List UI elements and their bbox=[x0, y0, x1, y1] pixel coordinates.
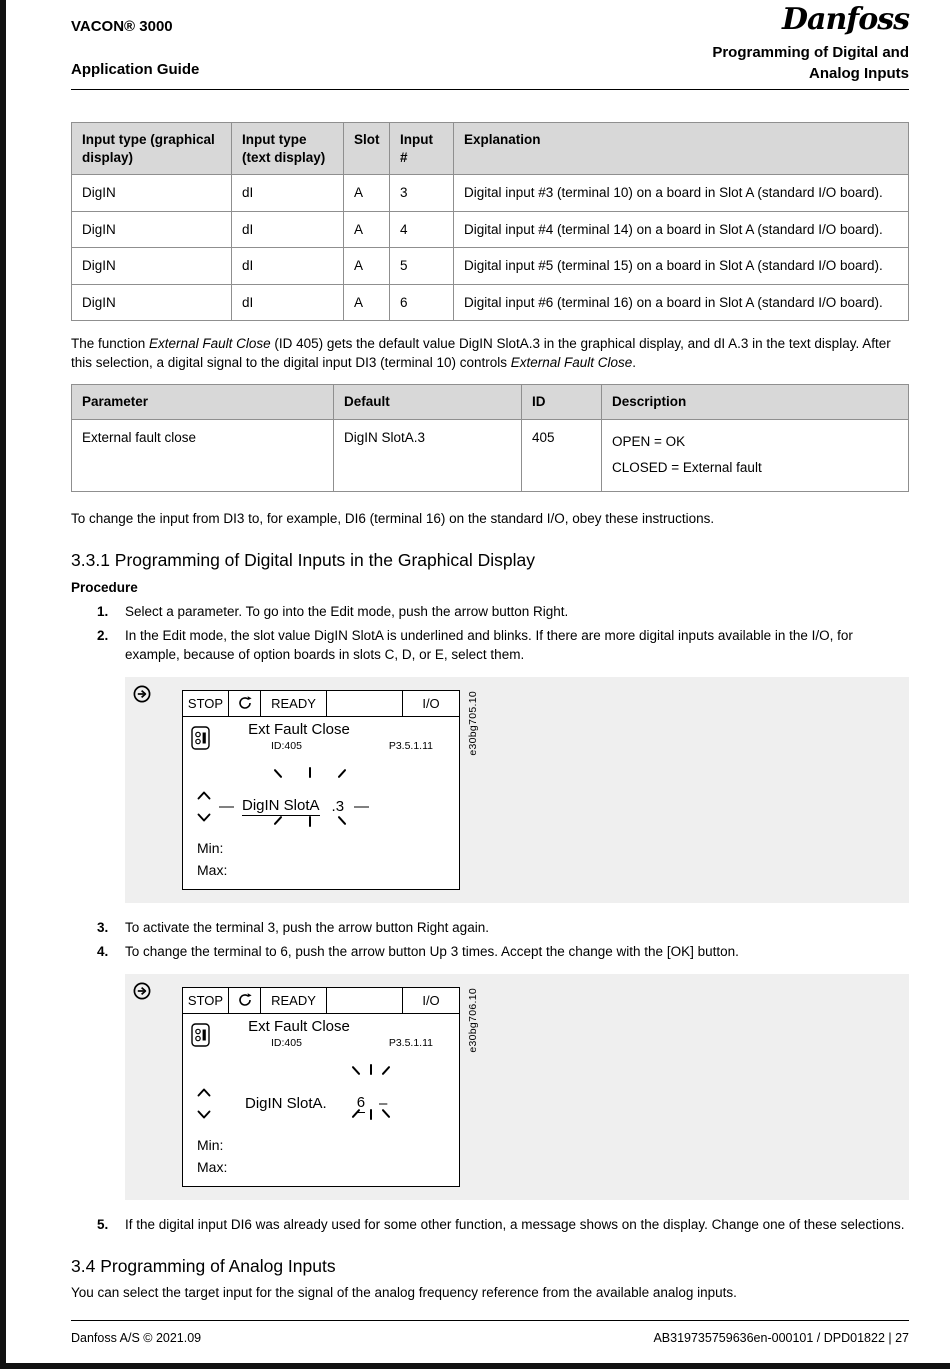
min-max-area bbox=[197, 1134, 227, 1178]
page-footer bbox=[71, 1320, 909, 1345]
table-cell: DigIN bbox=[72, 211, 232, 248]
paragraph-italic: External Fault Close bbox=[149, 336, 271, 352]
table-cell: Digital input #6 (terminal 16) on a board in Slot A (standard I/O board). bbox=[454, 284, 909, 321]
min-label: Min: bbox=[197, 839, 224, 856]
parameter-name: Ext Fault Close bbox=[248, 720, 350, 738]
edit-value-terminal: .3 bbox=[331, 797, 345, 815]
step-number: 5. bbox=[97, 1216, 109, 1232]
step-number: 4. bbox=[97, 943, 109, 959]
product-name: VACON® 3000 bbox=[71, 18, 173, 35]
column-header: Input type (graphical display) bbox=[72, 123, 232, 175]
blink-mark bbox=[274, 769, 283, 779]
step-text: Select a parameter. To go into the Edit mode, push the arrow button Right. bbox=[125, 603, 569, 619]
edit-value-terminal: 6 bbox=[356, 1093, 366, 1111]
chapter-title-line2: Analog Inputs bbox=[809, 65, 909, 82]
figure-code: e30bg706.10 bbox=[467, 987, 479, 1053]
step-text: In the Edit mode, the slot value DigIN SlotA is underlined and blinks. If there are more digital inputs available in the I/O, for example, because of option boards in slots C, D, or E, select them. bbox=[125, 627, 853, 662]
parameter-code: P3.5.1.11 bbox=[388, 1036, 433, 1049]
max-label: Max: bbox=[197, 861, 228, 878]
table-cell: Digital input #3 (terminal 10) on a board in Slot A (standard I/O board). bbox=[454, 175, 909, 212]
parameter-id: ID:405 bbox=[271, 1036, 302, 1049]
digital-input-types-table bbox=[71, 122, 909, 321]
chevron-up-icon bbox=[197, 1084, 211, 1101]
rotation-direction-icon bbox=[229, 988, 261, 1013]
keypad-display bbox=[182, 987, 460, 1187]
section-heading-3-3-1: 3.3.1 Programming of Digital Inputs in the Graphical Display bbox=[71, 549, 535, 570]
blink-mark bbox=[370, 1064, 372, 1075]
paragraph-text: . bbox=[632, 355, 637, 371]
footer-copyright: Danfoss A/S © 2021.09 bbox=[71, 1331, 202, 1345]
dash: — bbox=[354, 797, 370, 815]
status-stop: STOP bbox=[183, 691, 229, 716]
column-header: Slot bbox=[344, 123, 390, 175]
blink-mark bbox=[352, 1066, 361, 1076]
paragraph-text: The function bbox=[71, 336, 150, 352]
min-max-area bbox=[197, 837, 227, 881]
page-edge-left bbox=[0, 0, 6, 1369]
keypad-display bbox=[182, 690, 460, 890]
analog-inputs-paragraph: You can select the target input for the signal of the analog frequency reference from the available analog inputs. bbox=[71, 1284, 737, 1300]
display-status-bar bbox=[183, 988, 459, 1014]
paragraph-text: (ID 405) gets the default value DigIN SlotA.3 in the graphical display, and dI A.3 in the text display. After this selection, a digital signal to the digital input DI3 (terminal 10) controls bbox=[71, 336, 891, 371]
status-ready: READY bbox=[261, 988, 327, 1013]
table-cell: External fault close bbox=[72, 419, 334, 491]
dash: – bbox=[379, 1094, 388, 1112]
chapter-title-line1: Programming of Digital and bbox=[712, 44, 909, 61]
status-io: I/O bbox=[422, 992, 440, 1008]
procedure-arrow-icon bbox=[133, 982, 151, 1000]
table-cell: dI bbox=[232, 248, 344, 285]
section-heading-3-4: 3.4 Programming of Analog Inputs bbox=[71, 1255, 336, 1276]
table-cell: Digital input #4 (terminal 14) on a board in Slot A (standard I/O board). bbox=[454, 211, 909, 248]
table-cell: 3 bbox=[390, 175, 454, 212]
step-number: 1. bbox=[97, 603, 109, 619]
table-cell: DigIN bbox=[72, 248, 232, 285]
procedure-step bbox=[97, 1215, 909, 1234]
blink-mark bbox=[338, 769, 347, 779]
document-title: Application Guide bbox=[71, 61, 200, 78]
step-text: To change the terminal to 6, push the arrow button Up 3 times. Accept the change with the [OK] button. bbox=[125, 943, 739, 959]
parameter-info-row bbox=[183, 1035, 459, 1049]
step-number: 2. bbox=[97, 627, 109, 643]
table-cell: 4 bbox=[390, 211, 454, 248]
table-cell: 5 bbox=[390, 248, 454, 285]
procedure-step bbox=[97, 626, 909, 664]
table-cell: dI bbox=[232, 284, 344, 321]
status-spacer bbox=[327, 988, 403, 1013]
table-row bbox=[72, 175, 909, 212]
status-stop: STOP bbox=[183, 988, 229, 1013]
edit-value-slot: DigIN SlotA. bbox=[245, 1094, 327, 1112]
column-header: Explanation bbox=[454, 123, 909, 175]
display-title-area bbox=[183, 721, 459, 767]
edit-value-slot: DigIN SlotA bbox=[242, 796, 320, 814]
change-input-paragraph: To change the input from DI3 to, for example, DI6 (terminal 16) on the standard I/O, obey these instructions. bbox=[71, 510, 715, 526]
footer-document-id: AB319735759636en-000101 / DPD01822 | 27 bbox=[653, 1331, 909, 1345]
procedure-arrow-icon bbox=[133, 685, 151, 703]
parameter-name: Ext Fault Close bbox=[248, 1017, 350, 1035]
parameter-table bbox=[71, 384, 909, 492]
min-label: Min: bbox=[197, 1136, 224, 1153]
danfoss-logo: Danfoss bbox=[782, 2, 909, 37]
status-spacer bbox=[327, 691, 403, 716]
table-cell: A bbox=[344, 175, 390, 212]
page-header bbox=[71, 0, 909, 90]
description-line: OPEN = OK bbox=[612, 433, 686, 449]
display-edit-row bbox=[183, 767, 459, 829]
display-status-bar bbox=[183, 691, 459, 717]
column-header: Parameter bbox=[72, 385, 334, 420]
step-number: 3. bbox=[97, 919, 109, 935]
up-down-chevrons bbox=[197, 1084, 211, 1123]
status-ready: READY bbox=[261, 691, 327, 716]
figure-display-edit-terminal bbox=[125, 974, 909, 1200]
dash: — bbox=[219, 797, 234, 815]
digital-input-icon bbox=[191, 1023, 210, 1050]
table-row bbox=[72, 248, 909, 285]
table-cell: DigIN bbox=[72, 284, 232, 321]
figure-display-edit-slot bbox=[125, 677, 909, 903]
parameter-code: P3.5.1.11 bbox=[388, 739, 433, 752]
table-cell: Digital input #5 (terminal 15) on a board in Slot A (standard I/O board). bbox=[454, 248, 909, 285]
page-edge-bottom bbox=[0, 1363, 950, 1369]
display-edit-row bbox=[183, 1064, 459, 1126]
figure-code: e30bg705.10 bbox=[467, 690, 479, 756]
description-line: CLOSED = External fault bbox=[612, 459, 762, 475]
up-down-chevrons bbox=[197, 787, 211, 826]
parameter-id: ID:405 bbox=[271, 739, 302, 752]
table-cell: dI bbox=[232, 211, 344, 248]
table-header-row bbox=[72, 385, 909, 420]
procedure-step bbox=[97, 602, 909, 621]
procedure-step bbox=[97, 942, 909, 961]
table-row bbox=[72, 419, 909, 491]
table-cell: A bbox=[344, 284, 390, 321]
blink-mark bbox=[382, 1066, 391, 1076]
parameter-info-row bbox=[183, 738, 459, 752]
display-title-area bbox=[183, 1018, 459, 1064]
external-fault-paragraph bbox=[71, 334, 909, 372]
step-text: If the digital input DI6 was already used for some other function, a message shows on the display. Change one of these selections. bbox=[125, 1216, 905, 1232]
chapter-title bbox=[712, 42, 909, 84]
column-header: Input # bbox=[390, 123, 454, 175]
table-cell: DigIN SlotA.3 bbox=[334, 419, 522, 491]
procedure-label: Procedure bbox=[71, 579, 138, 595]
chevron-up-icon bbox=[197, 787, 211, 804]
max-label: Max: bbox=[197, 1158, 228, 1175]
blink-mark bbox=[309, 767, 311, 778]
digital-input-icon bbox=[191, 726, 210, 753]
chevron-down-icon bbox=[197, 1106, 211, 1123]
rotation-direction-icon bbox=[229, 691, 261, 716]
table-cell: DigIN bbox=[72, 175, 232, 212]
table-cell: 6 bbox=[390, 284, 454, 321]
column-header: Input type (text display) bbox=[232, 123, 344, 175]
column-header: Description bbox=[602, 385, 909, 420]
table-cell: 405 bbox=[522, 419, 602, 491]
table-cell: dI bbox=[232, 175, 344, 212]
table-row bbox=[72, 211, 909, 248]
chevron-down-icon bbox=[197, 809, 211, 826]
column-header: ID bbox=[522, 385, 602, 420]
status-io: I/O bbox=[422, 695, 440, 711]
paragraph-italic: External Fault Close bbox=[510, 355, 633, 371]
column-header: Default bbox=[334, 385, 522, 420]
page-content bbox=[71, 122, 909, 1302]
step-text: To activate the terminal 3, push the arrow button Right again. bbox=[125, 919, 489, 935]
table-cell: A bbox=[344, 248, 390, 285]
table-cell bbox=[602, 419, 909, 491]
table-cell: A bbox=[344, 211, 390, 248]
table-row bbox=[72, 284, 909, 321]
table-header-row bbox=[72, 123, 909, 175]
procedure-step bbox=[97, 918, 909, 937]
